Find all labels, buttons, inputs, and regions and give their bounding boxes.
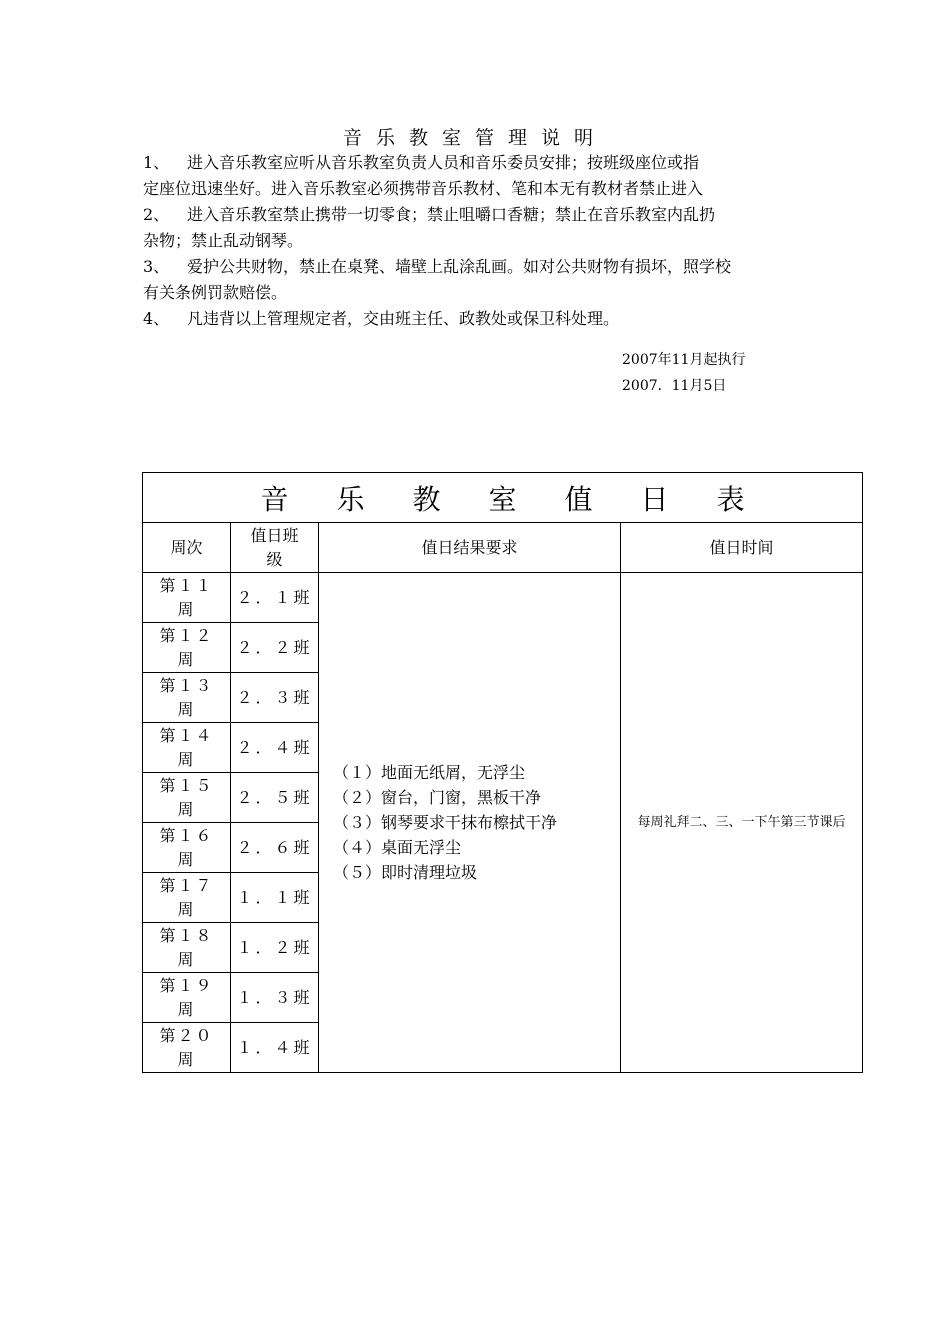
- rule-number: 3、: [143, 257, 170, 276]
- notice-title: 音乐教室管理说明: [342, 127, 607, 149]
- week-cell: 第１７周: [143, 873, 231, 923]
- class-cell: ２．２班: [231, 623, 319, 673]
- rule-text: 爱护公共财物，禁止在桌凳、墙壁上乱涂乱画。如对公共财物有损坏，照学校: [187, 257, 732, 276]
- rule-text: 凡违背以上管理规定者，交由班主任、政教处或保卫科处理。: [187, 309, 620, 328]
- week-cell: 第１８周: [143, 923, 231, 973]
- week-cell: 第１６周: [143, 823, 231, 873]
- week-cell: 第１２周: [143, 623, 231, 673]
- week-cell: 第１３周: [143, 673, 231, 723]
- duty-time-cell: 每周礼拜二、三、一下午第三节课后: [621, 573, 863, 1073]
- requirement-item: （３）钢琴要求干抹布檫拭干净: [333, 813, 558, 832]
- week-cell: 第１４周: [143, 723, 231, 773]
- rule-number: 1、: [143, 153, 170, 172]
- duty-table: [142, 472, 863, 1073]
- rule-item: [143, 202, 815, 228]
- class-cell: ２．６班: [231, 823, 319, 873]
- week-cell: 第２０周: [143, 1023, 231, 1073]
- effective-date: 2007年11月起执行: [622, 352, 746, 368]
- class-cell: ２．３班: [231, 673, 319, 723]
- rule-continuation: 定座位迅速坐好。进入音乐教室必须携带音乐教材、笔和本无有教材者禁止进入: [143, 179, 704, 198]
- requirements-cell: [319, 573, 621, 1073]
- rules-list: [143, 150, 815, 332]
- rule-number: 2、: [143, 205, 170, 224]
- week-cell: 第１５周: [143, 773, 231, 823]
- requirement-item: （５）即时清理垃圾: [333, 863, 478, 882]
- class-cell: １．３班: [231, 973, 319, 1023]
- requirement-item: （１）地面无纸屑，无浮尘: [333, 763, 526, 782]
- rule-continuation: 有关条例罚款赔偿。: [143, 283, 288, 302]
- week-cell: 第１９周: [143, 973, 231, 1023]
- header-time: 值日时间: [621, 523, 863, 573]
- requirement-item: （２）窗台，门窗，黑板干净: [333, 788, 542, 807]
- rule-text: 进入音乐教室禁止携带一切零食；禁止咀嚼口香糖；禁止在音乐教室内乱扔: [187, 205, 716, 224]
- rule-number: 4、: [143, 309, 170, 328]
- rule-text: 进入音乐教室应听从音乐教室负责人员和音乐委员安排；按班级座位或指: [187, 153, 700, 172]
- header-week: 周次: [143, 523, 231, 573]
- duty-table-title: 音乐教室值日表: [143, 473, 863, 523]
- week-cell: 第１１周: [143, 573, 231, 623]
- rule-continuation: 杂物；禁止乱动钢琴。: [143, 231, 304, 250]
- rule-item: [143, 306, 815, 332]
- class-cell: ２．１班: [231, 573, 319, 623]
- rule-item: [143, 254, 815, 280]
- table-row: [143, 573, 863, 623]
- class-cell: ２．５班: [231, 773, 319, 823]
- class-cell: ２．４班: [231, 723, 319, 773]
- class-cell: １．１班: [231, 873, 319, 923]
- issue-date: 2007．11月5日: [622, 378, 727, 394]
- class-cell: １．４班: [231, 1023, 319, 1073]
- header-requirements: 值日结果要求: [319, 523, 621, 573]
- rule-item: [143, 150, 815, 176]
- class-cell: １．２班: [231, 923, 319, 973]
- header-class: 值日班级: [231, 523, 319, 573]
- requirement-item: （４）桌面无浮尘: [333, 838, 462, 857]
